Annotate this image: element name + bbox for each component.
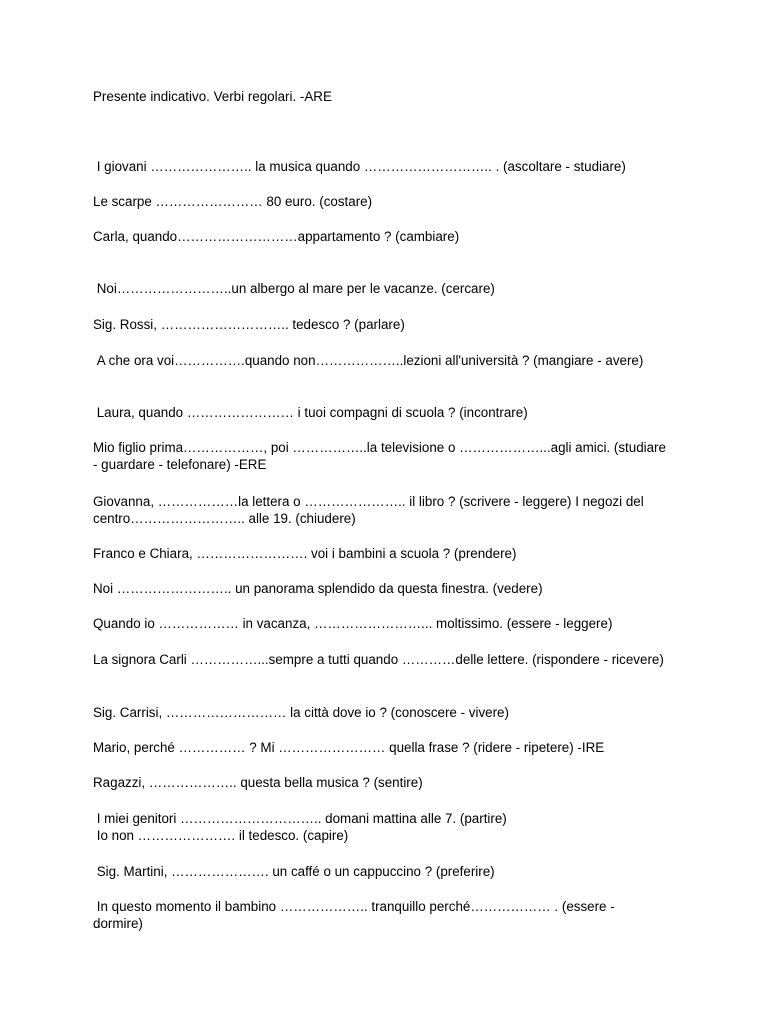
exercise-5: Sig. Rossi, ……………………….. tedesco ? (parlare) [93,317,405,332]
exercise-12: Quando io ……………… in vacanza, ……………………... moltissimo. (essere - leggere) [93,616,613,631]
exercise-17: I miei genitori ………………………….. domani mattina alle 7. (partire) Io non …………………. il tedesco. (capire) [96,811,507,843]
exercise-13: La signora Carli ……………...sempre a tutti quando …………delle lettere. (rispondere - ricevere) [93,652,664,667]
exercise-3: Carla, quando………………………appartamento ? (cambiare) [93,229,460,244]
exercise-14: Sig. Carrisi, ……………………… la città dove io ? (conoscere - vivere) [93,705,509,720]
exercise-19: In questo momento il bambino ……………….. tranquillo perché……………… . (essere - dormire) [93,899,619,931]
exercise-8: Mio figlio prima………………, poi ……………..la televisione o ………………...agli amici. (studiare - guardare - telefonare) -ERE [93,440,670,472]
exercise-4: Noi……………………..un albergo al mare per le vacanze. (cercare) [93,281,495,296]
exercise-15: Mario, perché …………… ? Mi …………………… quella frase ? (ridere - ripetere) -IRE [93,740,605,755]
exercise-7: Laura, quando …………………… i tuoi compagni di scuola ? (incontrare) [93,405,528,420]
exercise-6: A che ora voi…………….quando non………………..lezioni all'università ? (mangiare - avere) [93,353,644,368]
exercise-18: Sig. Martini, …………………. un caffé o un cappuccino ? (preferire) [93,864,495,879]
exercise-1: I giovani ………………….. la musica quando ……………………….. . (ascoltare - studiare) [93,159,626,174]
exercise-9: Giovanna, ………………la lettera o ………………….. il libro ? (scrivere - leggere) I negozi del centro…………………….. alle 19. (chiudere) [93,494,648,526]
exercise-11: Noi …………………….. un panorama splendido da questa finestra. (vedere) [93,581,543,596]
exercise-2: Le scarpe …………………… 80 euro. (costare) [93,194,373,209]
document-title: Presente indicativo. Verbi regolari. -ARE [93,89,332,104]
exercise-10: Franco e Chiara, ……………………. voi i bambini a scuola ? (prendere) [93,546,517,561]
exercise-16: Ragazzi, ……………….. questa bella musica ? (sentire) [93,775,423,790]
